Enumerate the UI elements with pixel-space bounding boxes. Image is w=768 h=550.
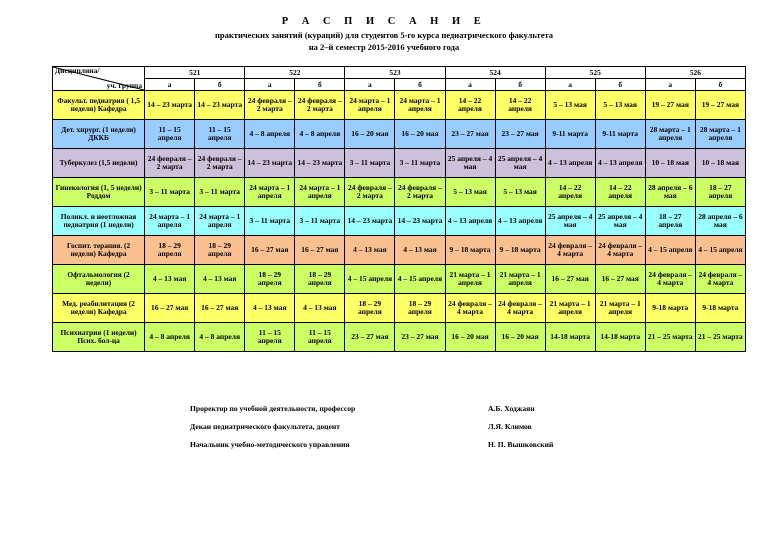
schedule-cell: 9-11 марта: [545, 120, 595, 149]
group-header: 525: [545, 67, 645, 79]
schedule-cell: 14 – 22 апреля: [595, 178, 645, 207]
subgroup-header: б: [295, 79, 345, 91]
schedule-cell: 16 – 27 мая: [195, 294, 245, 323]
schedule-cell: 9 – 18 марта: [495, 236, 545, 265]
schedule-cell: 21 марта – 1 апреля: [495, 265, 545, 294]
subgroup-header: а: [345, 79, 395, 91]
schedule-cell: 4 – 13 апреля: [445, 207, 495, 236]
subgroup-header: б: [595, 79, 645, 91]
schedule-cell: 24 февраля – 2 марта: [195, 149, 245, 178]
subgroup-header: а: [545, 79, 595, 91]
schedule-cell: 18 – 27 апреля: [645, 207, 695, 236]
signature-name: Л.Я. Климов: [488, 422, 532, 431]
signature-name: А.Б. Ходжаян: [488, 404, 535, 413]
schedule-cell: 28 марта – 1 апреля: [645, 120, 695, 149]
subgroup-header: а: [145, 79, 195, 91]
schedule-cell: 21 марта – 1 апреля: [545, 294, 595, 323]
table-row: [53, 207, 746, 236]
schedule-cell: 5 – 13 мая: [545, 91, 595, 120]
schedule-cell: 3 – 11 марта: [345, 149, 395, 178]
schedule-cell: 25 апреля – 4 мая: [445, 149, 495, 178]
schedule-cell: 11 – 15 апреля: [295, 323, 345, 352]
schedule-cell: 24 марта – 1 апреля: [395, 91, 445, 120]
schedule-cell: 18 – 29 апреля: [295, 265, 345, 294]
table-row: [53, 323, 746, 352]
schedule-cell: 14 – 23 марта: [195, 91, 245, 120]
schedule-cell: 9-11 марта: [595, 120, 645, 149]
schedule-cell: 18 – 27 апреля: [695, 178, 745, 207]
schedule-cell: 5 – 13 мая: [595, 91, 645, 120]
schedule-cell: 4 – 13 мая: [195, 265, 245, 294]
schedule-cell: 25 апреля – 4 мая: [595, 207, 645, 236]
discipline-cell: Факульт. педиатрия ( 1,5 недели) Кафедра: [53, 91, 145, 120]
schedule-cell: 24 февраля – 2 марта: [245, 91, 295, 120]
schedule-cell: 21 марта – 1 апреля: [445, 265, 495, 294]
schedule-cell: 18 – 29 апреля: [245, 265, 295, 294]
table-row: [53, 294, 746, 323]
discipline-cell: Госпит. терапия. (2 недели) Кафедра: [53, 236, 145, 265]
schedule-cell: 14 – 23 марта: [395, 207, 445, 236]
schedule-cell: 21 марта – 1 апреля: [595, 294, 645, 323]
discipline-cell: Дет. хирург. (1 недели) ДККБ: [53, 120, 145, 149]
schedule-cell: 24 марта – 1 апреля: [245, 178, 295, 207]
schedule-cell: 24 февраля – 2 марта: [345, 178, 395, 207]
schedule-cell: 14 – 22 апреля: [495, 91, 545, 120]
schedule-cell: 4 – 15 апреля: [695, 236, 745, 265]
schedule-cell: 24 февраля – 4 марта: [595, 236, 645, 265]
schedule-cell: 25 апреля – 4 мая: [545, 207, 595, 236]
schedule-cell: 4 – 8 апреля: [245, 120, 295, 149]
schedule-cell: 16 – 20 мая: [445, 323, 495, 352]
schedule-cell: 14 – 23 марта: [295, 149, 345, 178]
schedule-cell: 3 – 11 марта: [195, 178, 245, 207]
schedule-cell: 24 марта – 1 апреля: [145, 207, 195, 236]
schedule-cell: 3 – 11 марта: [245, 207, 295, 236]
schedule-cell: 4 – 13 мая: [395, 236, 445, 265]
schedule-cell: 4 – 8 апреля: [195, 323, 245, 352]
discipline-cell: Поликл. и неотложная педиатрия (1 недели): [53, 207, 145, 236]
schedule-cell: 21 – 25 марта: [645, 323, 695, 352]
schedule-cell: 23 – 27 мая: [345, 323, 395, 352]
schedule-cell: 16 – 20 мая: [345, 120, 395, 149]
signature-row: [190, 440, 610, 458]
group-header: 524: [445, 67, 545, 79]
table-row: [53, 236, 746, 265]
schedule-subtitle: практических занятий (кураций) для студентов 5-го курса педиатрического факультета: [215, 30, 553, 40]
corner-bottom-label: уч. группа: [106, 81, 143, 91]
schedule-cell: 4 – 13 мая: [345, 236, 395, 265]
schedule-cell: 24 февраля – 4 марта: [645, 265, 695, 294]
schedule-cell: 16 – 27 мая: [245, 236, 295, 265]
schedule-cell: 9 – 18 марта: [445, 236, 495, 265]
semester-line: на 2–й семестр 2015-2016 учебного года: [308, 42, 460, 52]
schedule-cell: 3 – 11 марта: [395, 149, 445, 178]
schedule-cell: 14-18 марта: [595, 323, 645, 352]
schedule-cell: 24 февраля – 4 марта: [445, 294, 495, 323]
schedule-cell: 18 – 29 апреля: [395, 294, 445, 323]
signature-role: Проректор по учебной деятельности, профессор: [190, 404, 356, 413]
schedule-cell: 18 – 29 апреля: [145, 236, 195, 265]
corner-top-label: Дисциплина/: [55, 66, 100, 75]
schedule-body: [53, 67, 746, 352]
subgroup-header: а: [245, 79, 295, 91]
schedule-cell: 14 – 22 апреля: [445, 91, 495, 120]
table-row: [53, 120, 746, 149]
table-row: [53, 91, 746, 120]
schedule-cell: 4 – 13 мая: [245, 294, 295, 323]
subgroup-header: б: [495, 79, 545, 91]
schedule-cell: 14 – 23 марта: [145, 91, 195, 120]
schedule-cell: 24 марта – 1 апреля: [345, 91, 395, 120]
schedule-cell: 18 – 29 апреля: [195, 236, 245, 265]
schedule-cell: 3 – 11 марта: [145, 178, 195, 207]
schedule-cell: 28 апреля – 6 мая: [695, 207, 745, 236]
schedule-cell: 16 – 27 мая: [595, 265, 645, 294]
schedule-cell: 24 марта – 1 апреля: [195, 207, 245, 236]
schedule-cell: 23 – 27 мая: [495, 120, 545, 149]
schedule-cell: 24 февраля – 2 марта: [395, 178, 445, 207]
schedule-cell: 19 – 27 мая: [645, 91, 695, 120]
schedule-cell: 16 – 27 мая: [145, 294, 195, 323]
schedule-cell: 9-18 марта: [645, 294, 695, 323]
schedule-cell: 4 – 15 апреля: [345, 265, 395, 294]
schedule-cell: 16 – 20 мая: [495, 323, 545, 352]
schedule-cell: 3 – 11 марта: [295, 207, 345, 236]
subgroup-header: б: [395, 79, 445, 91]
schedule-cell: 21 – 25 марта: [695, 323, 745, 352]
schedule-cell: 4 – 13 мая: [145, 265, 195, 294]
schedule-cell: 4 – 8 апреля: [295, 120, 345, 149]
schedule-cell: 4 – 13 апреля: [545, 149, 595, 178]
schedule-cell: 14 – 22 апреля: [545, 178, 595, 207]
schedule-cell: 16 – 27 мая: [295, 236, 345, 265]
schedule-cell: 23 – 27 мая: [395, 323, 445, 352]
subgroup-header-row: [53, 79, 746, 91]
discipline-cell: Мед. реабилитация (2 недели) Кафедра: [53, 294, 145, 323]
signature-role: Начальник учебно-методического управления: [190, 440, 350, 449]
group-header: 522: [245, 67, 345, 79]
schedule-table: [52, 66, 746, 352]
schedule-cell: 23 – 27 мая: [445, 120, 495, 149]
schedule-cell: 4 – 13 апреля: [495, 207, 545, 236]
schedule-cell: 19 – 27 мая: [695, 91, 745, 120]
group-header: 521: [145, 67, 245, 79]
schedule-cell: 24 февраля – 4 марта: [695, 265, 745, 294]
schedule-cell: 28 марта – 1 апреля: [695, 120, 745, 149]
schedule-cell: 24 февраля – 2 марта: [145, 149, 195, 178]
signatures-block: [190, 404, 610, 458]
schedule-cell: 10 – 18 мая: [645, 149, 695, 178]
subgroup-header: а: [645, 79, 695, 91]
discipline-cell: Офтальмология (2 недели): [53, 265, 145, 294]
schedule-cell: 28 апреля – 6 мая: [645, 178, 695, 207]
schedule-cell: 10 – 18 мая: [695, 149, 745, 178]
schedule-cell: 24 февраля – 4 марта: [495, 294, 545, 323]
schedule-cell: 4 – 13 апреля: [595, 149, 645, 178]
schedule-cell: 14-18 марта: [545, 323, 595, 352]
discipline-cell: Туберкулез (1,5 недели): [53, 149, 145, 178]
table-row: [53, 149, 746, 178]
schedule-cell: 24 марта – 1 апреля: [295, 178, 345, 207]
schedule-cell: 16 – 20 мая: [395, 120, 445, 149]
schedule-cell: 11 – 15 апреля: [195, 120, 245, 149]
group-header: 526: [645, 67, 745, 79]
schedule-cell: 5 – 13 мая: [495, 178, 545, 207]
schedule-cell: 24 февраля – 2 марта: [295, 91, 345, 120]
schedule-cell: 4 – 13 мая: [295, 294, 345, 323]
schedule-cell: 9-18 марта: [695, 294, 745, 323]
group-header-row: [53, 67, 746, 79]
signature-role: Декан педиатрического факультета, доцент: [190, 422, 340, 431]
schedule-cell: 25 апреля – 4 мая: [495, 149, 545, 178]
subgroup-header: б: [695, 79, 745, 91]
schedule-cell: 14 – 23 марта: [245, 149, 295, 178]
discipline-cell: Гинекология (1, 5 недели) Роддом: [53, 178, 145, 207]
subgroup-header: а: [445, 79, 495, 91]
signature-row: [190, 422, 610, 440]
subgroup-header: б: [195, 79, 245, 91]
schedule-cell: 18 – 29 апреля: [345, 294, 395, 323]
discipline-cell: Психиатрия (1 недели) Псих. бол-ца: [53, 323, 145, 352]
schedule-cell: 14 – 23 марта: [345, 207, 395, 236]
signature-row: [190, 404, 610, 422]
schedule-cell: 4 – 15 апреля: [645, 236, 695, 265]
table-row: [53, 178, 746, 207]
schedule-cell: 24 февраля – 4 марта: [545, 236, 595, 265]
schedule-cell: 16 – 27 мая: [545, 265, 595, 294]
table-row: [53, 265, 746, 294]
schedule-cell: 5 – 13 мая: [445, 178, 495, 207]
signature-name: Н. П. Вышковский: [488, 440, 554, 449]
group-header: 523: [345, 67, 445, 79]
schedule-cell: 11 – 15 апреля: [145, 120, 195, 149]
schedule-cell: 4 – 15 апреля: [395, 265, 445, 294]
schedule-cell: 4 – 8 апреля: [145, 323, 195, 352]
corner-header-cell: [53, 67, 145, 91]
schedule-cell: 11 – 15 апреля: [245, 323, 295, 352]
schedule-title: Р А С П И С А Н И Е: [281, 16, 487, 27]
